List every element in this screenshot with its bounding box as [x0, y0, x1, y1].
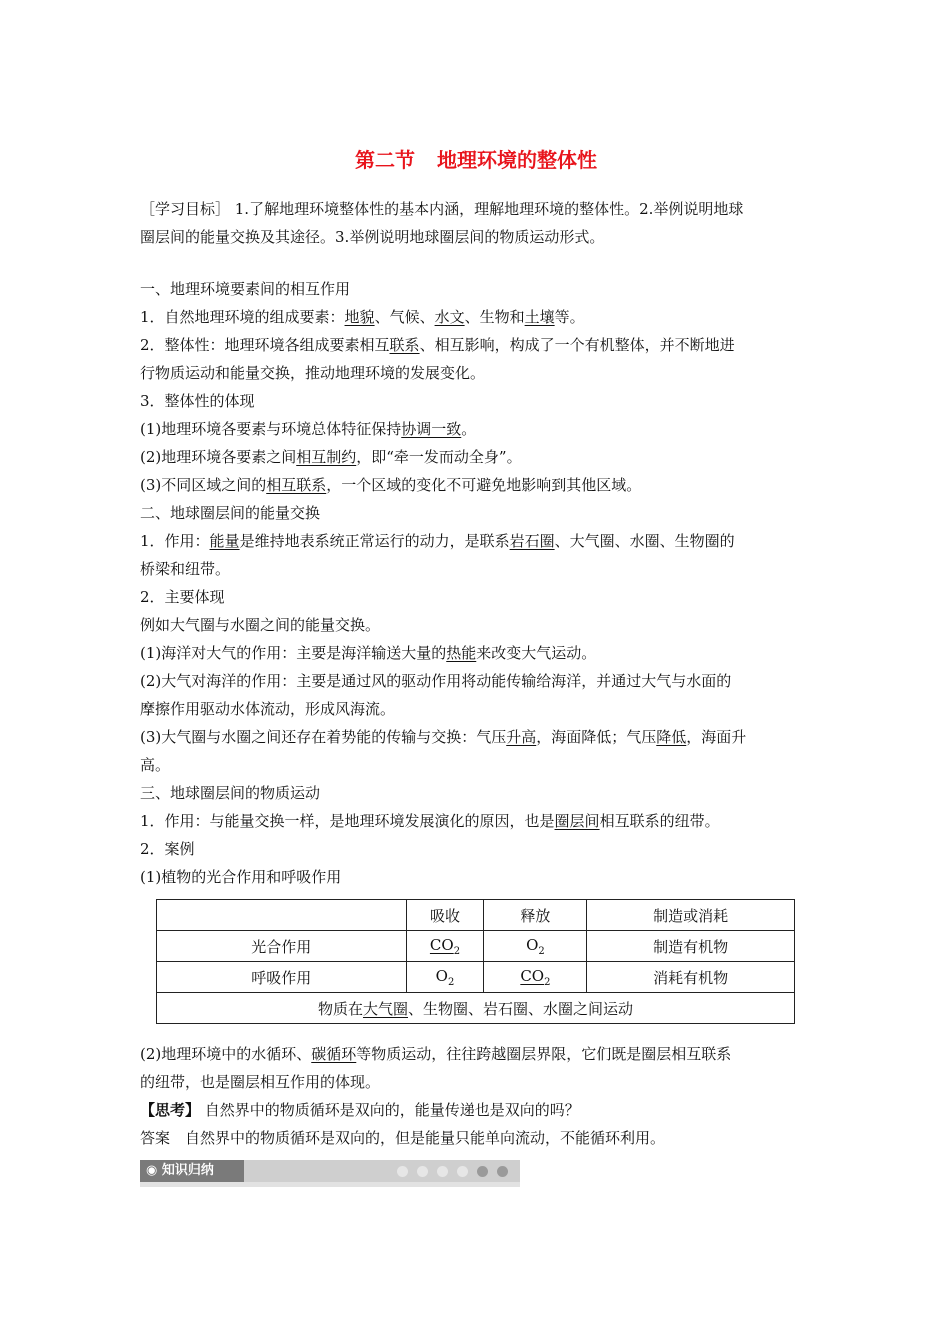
objectives-line1: ［学习目标］ 1.了解地理环境整体性的基本内涵，理解地理环境的整体性。2.举例说明地球	[140, 200, 744, 218]
s3-point1: (1)植物的光合作用和呼吸作用	[140, 868, 342, 886]
s3-item1: 1．作用：与能量交换一样，是地理环境发展演化的原因，也是圈层间相互联系的纽带。	[140, 812, 720, 830]
dot-icon	[497, 1166, 508, 1177]
dot-icon	[457, 1166, 468, 1177]
table-header: 制造或消耗	[587, 900, 795, 931]
table-cell: $O_2$	[406, 962, 484, 993]
dot-icon	[417, 1166, 428, 1177]
s3-item2: 2．案例	[140, 840, 195, 858]
table-row	[157, 962, 795, 993]
table-footer-row	[157, 993, 795, 1024]
table-cell: 消耗有机物	[587, 962, 795, 993]
table-cell: $CO_2$	[484, 962, 587, 993]
title-section: 第二节	[355, 148, 415, 172]
s2-item1-cont: 桥梁和纽带。	[140, 560, 231, 578]
table-cell	[157, 900, 407, 931]
think-answer: 答案 自然界中的物质循环是双向的，但是能量只能单向流动，不能循环利用。	[140, 1129, 666, 1147]
table-cell: 制造有机物	[587, 931, 795, 962]
s1-item1: 1．自然地理环境的组成要素：地貌、气候、水文、生物和土壤等。	[140, 308, 585, 326]
dot-icon	[437, 1166, 448, 1177]
s3-point2-cont: 的纽带，也是圈层相互作用的体现。	[140, 1073, 381, 1091]
table-cell: $CO_2$	[406, 931, 484, 962]
s1-item2: 2．整体性：地理环境各组成要素相互联系、相互影响，构成了一个有机整体，并不断地进	[140, 336, 735, 354]
table-cell: 物质在大气圈、生物圈、岩石圈、水圈之间运动	[157, 993, 795, 1024]
s2-point3-cont: 高。	[140, 756, 171, 774]
table-cell: 呼吸作用	[157, 962, 407, 993]
s1-item3: 3．整体性的体现	[140, 392, 255, 410]
knowledge-summary-label: ◉ 知识归纳	[140, 1160, 244, 1182]
answer-label: 答案	[140, 1129, 171, 1147]
s2-point2-cont: 摩擦作用驱动水体流动，形成风海流。	[140, 700, 396, 718]
think-question: 【思考】 自然界中的物质循环是双向的，能量传递也是双向的吗？	[140, 1101, 580, 1119]
s2-item1: 1．作用：能量是维持地表系统正常运行的动力，是联系岩石圈、大气圈、水圈、生物圈的	[140, 532, 735, 550]
table-header-row	[157, 900, 795, 931]
knowledge-summary-bar	[140, 1160, 520, 1187]
s1-point1: (1)地理环境各要素与环境总体特征保持协调一致。	[140, 420, 477, 438]
table-cell: $O_2$	[484, 931, 587, 962]
decorative-dots	[397, 1166, 508, 1177]
dot-icon	[397, 1166, 408, 1177]
s2-point1: (1)海洋对大气的作用：主要是海洋输送大量的热能来改变大气运动。	[140, 644, 597, 662]
section3-heading: 三、地球圈层间的物质运动	[140, 784, 321, 802]
page-title	[140, 144, 812, 173]
objectives-line2: 圈层间的能量交换及其途径。3.举例说明地球圈层间的物质运动形式。	[140, 228, 605, 246]
s3-point2: (2)地理环境中的水循环、碳循环等物质运动，往往跨越圈层界限，它们既是圈层相互联系	[140, 1045, 732, 1063]
table-header: 释放	[484, 900, 587, 931]
table-cell: 光合作用	[157, 931, 407, 962]
think-label: 【思考】	[140, 1101, 201, 1119]
s2-point3: (3)大气圈与水圈之间还存在着势能的传输与交换：气压升高，海面降低；气压降低，海面升	[140, 728, 747, 746]
photosynthesis-table	[156, 899, 795, 1024]
s1-item2-cont: 行物质运动和能量交换，推动地理环境的发展变化。	[140, 364, 486, 382]
table-row	[157, 931, 795, 962]
table-header: 吸收	[406, 900, 484, 931]
s1-point3: (3)不同区域之间的相互联系，一个区域的变化不可避免地影响到其他区域。	[140, 476, 642, 494]
s2-example: 例如大气圈与水圈之间的能量交换。	[140, 616, 381, 634]
s1-point2: (2)地理环境各要素之间相互制约，即“牵一发而动全身”。	[140, 448, 522, 466]
s2-point2: (2)大气对海洋的作用：主要是通过风的驱动作用将动能传输给海洋，并通过大气与水面的	[140, 672, 732, 690]
document-page	[140, 140, 812, 1187]
title-topic: 地理环境的整体性	[437, 148, 597, 172]
dot-icon	[477, 1166, 488, 1177]
section1-heading: 一、地理环境要素间的相互作用	[140, 280, 351, 298]
s2-item2: 2．主要体现	[140, 588, 225, 606]
section2-heading: 二、地球圈层间的能量交换	[140, 504, 321, 522]
